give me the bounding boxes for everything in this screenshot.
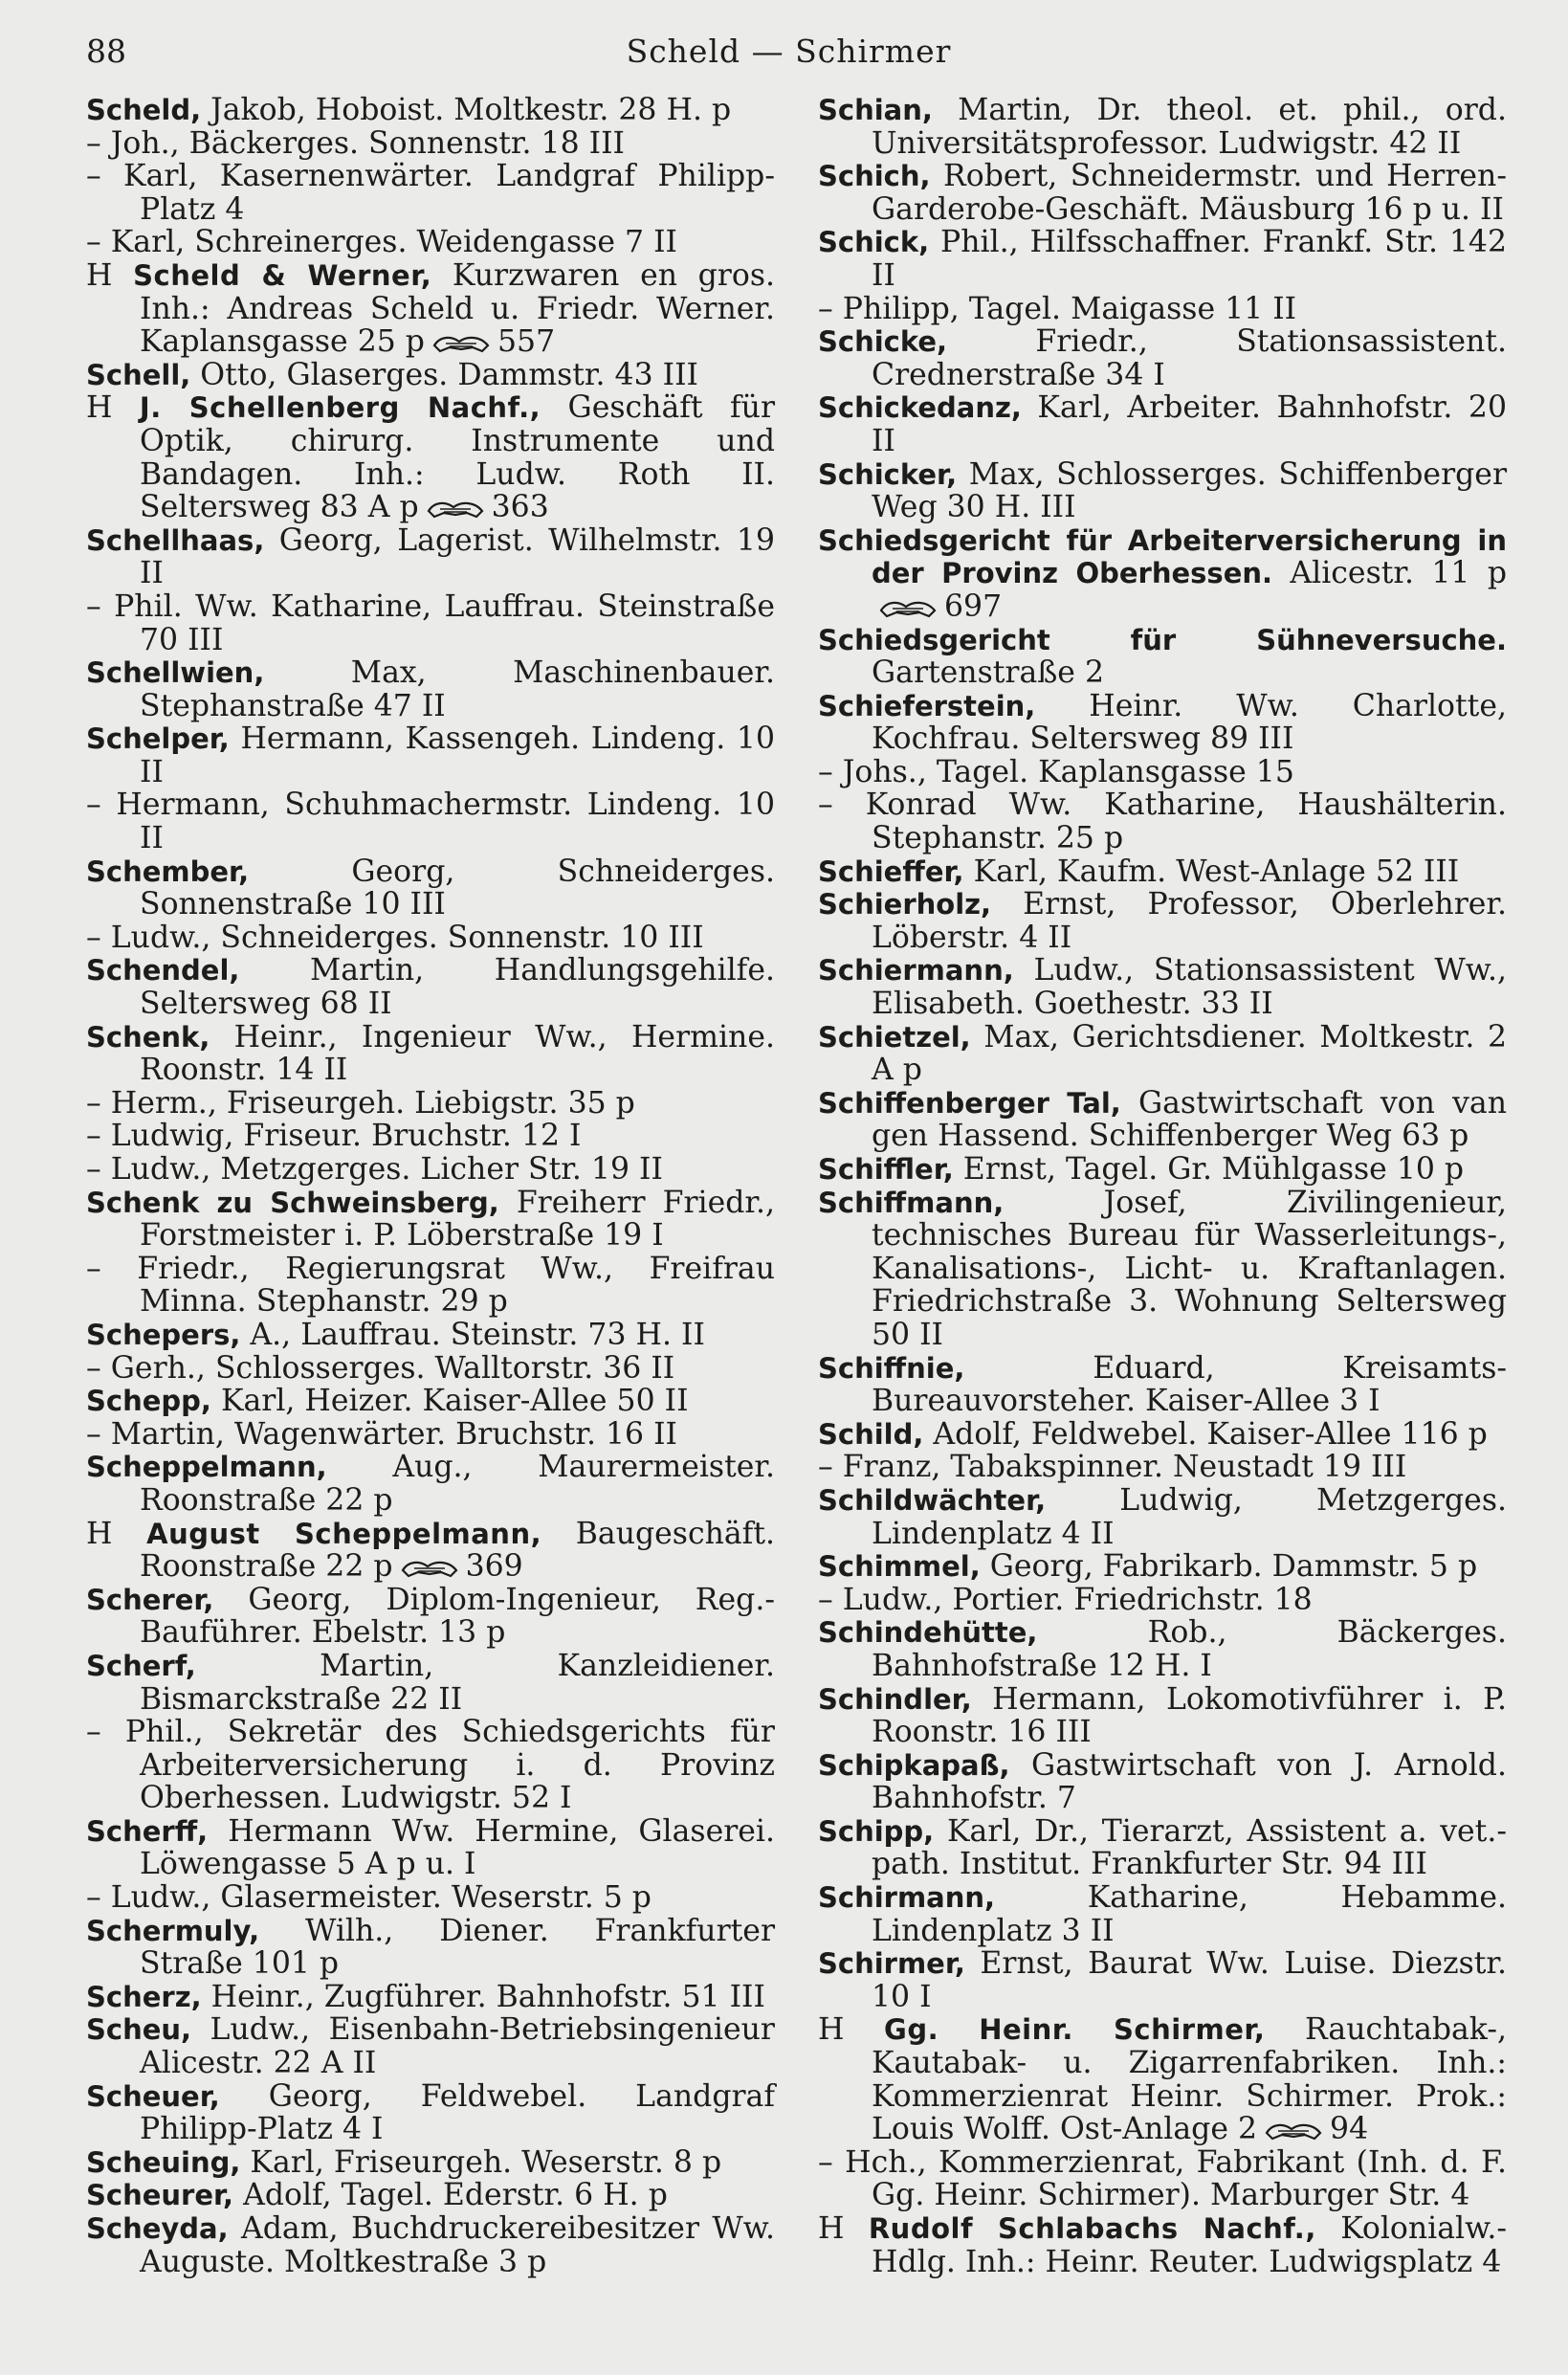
directory-entry: [86, 2146, 775, 2180]
entry-details: Robert, Schneidermstr. und Herren-Garderobe-Geschäft. Mäusburg 16 p u. II: [872, 159, 1507, 227]
entry-details: Aug., Maurermeister. Roonstraße 22 p: [140, 1450, 775, 1518]
entry-name: Schiffnie,: [818, 1351, 965, 1385]
page-number: 88: [86, 33, 126, 70]
entry-name: Schierholz,: [818, 888, 992, 921]
directory-entry: [818, 1153, 1507, 1187]
entry-name: Scheuer,: [86, 2079, 220, 2113]
entry-details: Georg, Fabrikarb. Dammstr. 5 p: [980, 1549, 1478, 1585]
entry-name: Scheuing,: [86, 2145, 241, 2179]
entry-name: Scherer,: [86, 1583, 214, 1616]
entry-details: Max, Schlosserges. Schiffenberger Weg 30 H. III: [872, 456, 1507, 525]
entry-details: – Joh., Bäckerges. Sonnenstr. 18 III: [86, 125, 625, 161]
entry-details: Martin, Kanzleidiener. Bismarckstraße 22 II: [140, 1648, 775, 1717]
entry-details: – Hermann, Schuhmachermstr. Lindeng. 10 II: [86, 788, 775, 856]
entry-details: – Hch., Kommerzienrat, Fabrikant (Inh. d. F. Gg. Heinr. Schirmer). Marburger Str. 4: [818, 2144, 1507, 2213]
entry-prefix: H: [818, 2211, 869, 2246]
entry-details: Ludw., Eisenbahn-Betriebsingenieur Alicestr. 22 A II: [140, 2012, 775, 2081]
entry-details: – Phil. Ww. Katharine, Lauffrau. Steinstraße 70 III: [86, 588, 775, 657]
entry-details: – Philipp, Tagel. Maigasse 11 II: [818, 291, 1297, 326]
entry-details: Heinr., Zugführer. Bahnhofstr. 51 III: [201, 1979, 765, 2014]
entry-name: Schicker,: [818, 457, 958, 491]
telephone-icon: [425, 499, 486, 521]
directory-entry: [818, 293, 1507, 326]
entry-name: Schiedsgericht für Sühneversuche.: [818, 623, 1507, 656]
entry-name: J. Schellenberg Nachf.,: [139, 391, 541, 425]
entry-name: Schiffler,: [818, 1153, 954, 1186]
directory-entry: [818, 1683, 1507, 1749]
entry-name: Schell,: [86, 358, 191, 391]
entry-details: Katharine, Hebamme. Lindenplatz 3 II: [872, 1880, 1507, 1948]
entry-name: Scheppelmann,: [86, 1451, 327, 1484]
entry-name: Schich,: [818, 160, 931, 193]
directory-entry: [818, 160, 1507, 226]
directory-entry: [818, 1021, 1507, 1087]
directory-entry: [86, 921, 775, 955]
entry-name: Schenk,: [86, 1020, 210, 1054]
entry-details: – Friedr., Regierungsrat Ww., Freifrau Minna. Stephanstr. 29 p: [86, 1251, 775, 1320]
entry-name: Schenk zu Schweinsberg,: [86, 1186, 499, 1219]
phone-number: 369: [465, 1549, 523, 1585]
entry-name: Schildwächter,: [818, 1483, 1047, 1517]
entry-name: Scherz,: [86, 1980, 202, 2013]
entry-name: Schian,: [818, 94, 933, 126]
directory-entry: [86, 94, 775, 127]
entry-details: Josef, Zivilingenieur, technisches Bureau für Wasserleitungs-, Kanalisations-, Licht- u. Kraftanlagen. Friedrichstraße 3. Wohnung Seltersweg 50 II: [872, 1185, 1507, 1352]
directory-entry: [818, 888, 1507, 954]
directory-entry: [818, 2146, 1507, 2212]
entry-name: Scheyda,: [86, 2212, 229, 2245]
directory-entry: [818, 1418, 1507, 1452]
entry-details: Freiherr Friedr., Forstmeister i. P. Löberstraße 19 I: [140, 1185, 776, 1254]
entry-details: – Karl, Schreinerges. Weidengasse 7 II: [86, 225, 677, 260]
entry-name: Schirmann,: [818, 1881, 996, 1915]
entry-details: Gastwirtschaft von van gen Hassend. Schiffenberger Weg 63 p: [872, 1085, 1507, 1154]
directory-entry: [86, 127, 775, 161]
telephone-icon: [877, 599, 939, 620]
entry-details: Kolonialw.-Hdlg. Inh.: Heinr. Reuter. Ludwigsplatz 4: [872, 2211, 1507, 2279]
directory-entry: [86, 1153, 775, 1187]
directory-entry: [818, 954, 1507, 1020]
directory-entry: [86, 590, 775, 656]
directory-entry: [86, 722, 775, 788]
left-column: [86, 94, 775, 2278]
entry-details: Geschäft für Optik, chirurg. Instrumente und Bandagen. Inh.: Ludw. Roth II. Seltersweg 83 A p: [140, 390, 776, 525]
directory-entry: [818, 1881, 1507, 1947]
directory-entry: [86, 259, 775, 359]
directory-entry: [86, 1253, 775, 1319]
entry-details: Georg, Lagerist. Wilhelmstr. 19 II: [140, 522, 775, 591]
entry-details: Karl, Heizer. Kaiser-Allee 50 II: [210, 1384, 689, 1419]
directory-entry: [818, 94, 1507, 160]
directory-entry: [86, 1716, 775, 1815]
directory-entry: [86, 1352, 775, 1386]
entry-name: Schellwien,: [86, 656, 265, 690]
directory-entry: [86, 1518, 775, 1584]
directory-entry: [818, 226, 1507, 292]
directory-entry: [86, 1881, 775, 1915]
phone-number: 363: [491, 490, 549, 525]
entry-prefix: H: [86, 390, 140, 426]
entry-name: Schieffer,: [818, 855, 964, 888]
entry-name: August Scheppelmann,: [146, 1517, 542, 1550]
entry-details: Martin, Handlungsgehilfe. Seltersweg 68 II: [140, 953, 775, 1022]
entry-name: Rudolf Schlabachs Nachf.,: [868, 2212, 1316, 2245]
entry-details: Ludw., Stationsassistent Ww., Elisabeth. Goethestr. 33 II: [872, 953, 1507, 1022]
entry-details: Heinr. Ww. Charlotte, Kochfrau. Seltersweg 89 III: [872, 688, 1507, 757]
entry-details: Baugeschäft. Roonstraße 22 p: [140, 1516, 776, 1585]
directory-entry: [86, 954, 775, 1020]
entry-details: Rauchtabak-, Kautabak- u. Zigarrenfabriken. Inh.: Kommerzienrat Heinr. Schirmer. Prok.: Louis Wolff. Ost-Anlage 2: [872, 2012, 1507, 2147]
entry-name: Scheld,: [86, 94, 202, 126]
entry-details: Kurzwaren en gros. Inh.: Andreas Scheld u. Friedr. Werner. Kaplansgasse 25 p: [140, 257, 776, 360]
directory-entry: [818, 458, 1507, 524]
entry-details: Heinr., Ingenieur Ww., Hermine. Roonstr. 14 II: [140, 1019, 775, 1088]
entry-details: Martin, Dr. theol. et. phil., ord. Universitätsprofessor. Ludwigstr. 42 II: [872, 93, 1507, 161]
entry-prefix: H: [86, 1516, 147, 1551]
directory-entry: [86, 788, 775, 855]
entry-details: Adolf, Feldwebel. Kaiser-Allee 116 p: [923, 1416, 1488, 1452]
entry-details: – Karl, Kasernenwärter. Landgraf Philipp-Platz 4: [86, 159, 775, 227]
entry-name: Schickedanz,: [818, 391, 1022, 425]
entry-details: Hermann, Lokomotivführer i. P. Roonstr. 16 III: [872, 1681, 1507, 1750]
directory-entry: [818, 690, 1507, 756]
directory-entry: [818, 1451, 1507, 1484]
directory-entry: [818, 624, 1507, 690]
entry-name: Schild,: [818, 1417, 924, 1451]
directory-entry: [818, 524, 1507, 624]
entry-details: Ernst, Tagel. Gr. Mühlgasse 10 p: [953, 1152, 1465, 1187]
directory-entry: [818, 1815, 1507, 1881]
entry-details: Ernst, Professor, Oberlehrer. Löberstr. 4 II: [872, 887, 1507, 955]
directory-entry: [86, 1451, 775, 1517]
directory-entry: [86, 524, 775, 590]
entry-details: Alicestr. 11 p: [1272, 556, 1507, 591]
entry-name: Schick,: [818, 226, 930, 259]
entry-details: Wilh., Diener. Frankfurter Straße 101 p: [140, 1913, 775, 1982]
directory-entry: [86, 391, 775, 523]
directory-entry: [86, 1120, 775, 1153]
entry-name: Schermuly,: [86, 1914, 260, 1947]
directory-entry: [818, 855, 1507, 889]
entry-name: Scherf,: [86, 1649, 196, 1682]
page-header: [86, 27, 1491, 77]
entry-details: Hermann Ww. Hermine, Glaserei. Löwengasse 5 A p u. I: [140, 1813, 775, 1882]
entry-name: Schendel,: [86, 954, 240, 988]
entry-details: Georg, Schneiderges. Sonnenstraße 10 III: [140, 854, 775, 922]
entry-details: Jakob, Hoboist. Moltkestr. 28 H. p: [201, 93, 732, 127]
entry-name: Schellhaas,: [86, 523, 265, 557]
entry-details: – Gerh., Schlosserges. Walltorstr. 36 II: [86, 1350, 675, 1386]
entry-name: Schelper,: [86, 722, 230, 756]
entry-name: Schiffmann,: [818, 1186, 1005, 1219]
entry-name: Schiermann,: [818, 954, 1014, 988]
directory-entry: [86, 656, 775, 722]
entry-details: – Herm., Friseurgeh. Liebigstr. 35 p: [86, 1085, 635, 1121]
phone-number: 557: [497, 324, 556, 360]
directory-entry: [818, 1749, 1507, 1815]
directory-entry: [86, 1385, 775, 1418]
entry-details: Ernst, Baurat Ww. Luise. Diezstr. 10 I: [872, 1946, 1507, 2014]
directory-entry: [86, 359, 775, 392]
entry-details: – Ludw., Schneiderges. Sonnenstr. 10 III: [86, 920, 704, 955]
entry-name: Scheu,: [86, 2013, 192, 2047]
directory-entry: [86, 2013, 775, 2079]
directory-entry: [818, 2212, 1507, 2278]
entry-details: A., Lauffrau. Steinstr. 73 H. II: [240, 1317, 705, 1352]
directory-entry: [86, 1981, 775, 2014]
entry-name: Schember,: [86, 855, 250, 888]
directory-entry: [86, 1319, 775, 1352]
directory-entry: [818, 1484, 1507, 1550]
entry-name: Schicke,: [818, 325, 948, 359]
entry-details: Hermann, Kassengeh. Lindeng. 10 II: [140, 721, 775, 789]
entry-details: Georg, Diplom-Ingenieur, Reg.-Bauführer. Ebelstr. 13 p: [140, 1582, 775, 1651]
entry-name: Schindehütte,: [818, 1616, 1038, 1650]
entry-details: Karl, Kaufm. West-Anlage 52 III: [963, 854, 1460, 889]
entry-details: – Phil., Sekretär des Schiedsgerichts für Arbeiterversicherung i. d. Provinz Oberhessen. Ludwigstr. 52 I: [86, 1715, 775, 1816]
directory-entry: [86, 855, 775, 921]
entry-details: – Ludw., Metzgerges. Licher Str. 19 II: [86, 1152, 663, 1187]
phone-number: 697: [944, 588, 1003, 624]
entry-prefix: H: [818, 2012, 885, 2048]
entry-name: Schiedsgericht für Arbeiterversicherung in der Provinz Oberhessen.: [818, 523, 1507, 590]
directory-entry: [818, 1616, 1507, 1682]
entry-details: Karl, Friseurgeh. Weserstr. 8 p: [240, 2144, 722, 2180]
entry-name: Schiffenberger Tal,: [818, 1086, 1121, 1120]
entry-name: Schietzel,: [818, 1020, 971, 1054]
entry-details: – Ludwig, Friseur. Bruchstr. 12 I: [86, 1119, 582, 1154]
entry-name: Schipkapaß,: [818, 1748, 1010, 1782]
directory-entry: [86, 2179, 775, 2212]
entry-name: Schepp,: [86, 1385, 211, 1418]
directory-entry: [818, 1187, 1507, 1352]
entry-details: Gartenstraße 2: [872, 655, 1104, 691]
directory-entry: [818, 2013, 1507, 2145]
entry-details: – Ludw., Portier. Friedrichstr. 18: [818, 1582, 1313, 1617]
directory-entry: [818, 325, 1507, 391]
entry-name: Schipp,: [818, 1814, 935, 1848]
directory-entry: [86, 1650, 775, 1716]
directory-entry: [818, 1087, 1507, 1153]
entry-details: Ludwig, Metzgerges. Lindenplatz 4 II: [872, 1482, 1507, 1551]
directory-entry: [818, 391, 1507, 457]
entry-details: Max, Maschinenbauer. Stephanstraße 47 II: [140, 655, 775, 723]
entry-details: – Konrad Ww. Katharine, Haushälterin. Stephanstr. 25 p: [818, 788, 1507, 856]
directory-entry: [818, 756, 1507, 789]
directory-entry: [86, 1087, 775, 1121]
telephone-icon: [1263, 2121, 1324, 2142]
entry-details: Georg, Feldwebel. Landgraf Philipp-Platz 4 I: [140, 2078, 775, 2147]
entry-details: Max, Gerichtsdiener. Moltkestr. 2 A p: [872, 1019, 1507, 1088]
directory-entry: [86, 1584, 775, 1650]
entry-name: Scheurer,: [86, 2179, 234, 2212]
entry-details: Adam, Buchdruckereibesitzer Ww. Auguste. Moltkestraße 3 p: [140, 2211, 775, 2279]
directory-entry: [86, 226, 775, 259]
telephone-icon: [399, 1559, 460, 1580]
entry-name: Schimmel,: [818, 1550, 981, 1584]
directory-entry: [818, 1550, 1507, 1584]
directory-entry: [86, 2212, 775, 2278]
directory-entry: [818, 1947, 1507, 2013]
entry-name: Schepers,: [86, 1318, 241, 1351]
entry-details: – Johs., Tagel. Kaplansgasse 15: [818, 754, 1294, 789]
directory-entry: [86, 1187, 775, 1253]
entry-details: Friedr., Stationsassistent. Crednerstraße 34 I: [872, 324, 1507, 392]
directory-entry: [818, 788, 1507, 855]
running-title: Scheld — Schirmer: [626, 33, 952, 70]
entry-details: – Martin, Wagenwärter. Bruchstr. 16 II: [86, 1416, 677, 1452]
entry-prefix: H: [86, 257, 134, 293]
entry-name: Schindler,: [818, 1682, 972, 1716]
entry-details: Phil., Hilfsschaffner. Frankf. Str. 142 II: [872, 225, 1507, 293]
directory-entry: [86, 160, 775, 226]
entry-details: Rob., Bäckerges. Bahnhofstraße 12 H. I: [872, 1615, 1507, 1683]
directory-entry: [86, 1418, 775, 1452]
right-column: [818, 94, 1507, 2278]
phone-number: 94: [1330, 2112, 1369, 2147]
directory-entry: [86, 1815, 775, 1881]
entry-details: Gastwirtschaft von J. Arnold. Bahnhofstr. 7: [872, 1747, 1507, 1816]
entry-details: Eduard, Kreisamts-Bureauvorsteher. Kaiser-Allee 3 I: [872, 1350, 1507, 1419]
entry-name: Schirmer,: [818, 1947, 965, 1981]
entry-name: Scherff,: [86, 1814, 209, 1848]
directory-entry: [86, 2080, 775, 2146]
entry-details: Otto, Glaserges. Dammstr. 43 III: [190, 357, 698, 392]
directory-entry: [86, 1021, 775, 1087]
directory-entry: [818, 1352, 1507, 1418]
entry-name: Gg. Heinr. Schirmer,: [884, 2013, 1266, 2047]
entry-details: – Ludw., Glasermeister. Weserstr. 5 p: [86, 1880, 651, 1916]
telephone-icon: [431, 334, 492, 355]
directory-entry: [86, 1915, 775, 1981]
entry-details: Karl, Arbeiter. Bahnhofstr. 20 II: [872, 390, 1507, 458]
entry-name: Schieferstein,: [818, 689, 1036, 722]
directory-entry: [818, 1584, 1507, 1617]
entry-details: Adolf, Tagel. Ederstr. 6 H. p: [233, 2178, 668, 2213]
entry-details: – Franz, Tabakspinner. Neustadt 19 III: [818, 1450, 1407, 1485]
entry-details: Karl, Dr., Tierarzt, Assistent a. vet.-path. Institut. Frankfurter Str. 94 III: [872, 1813, 1507, 1882]
entry-name: Scheld & Werner,: [133, 258, 432, 292]
